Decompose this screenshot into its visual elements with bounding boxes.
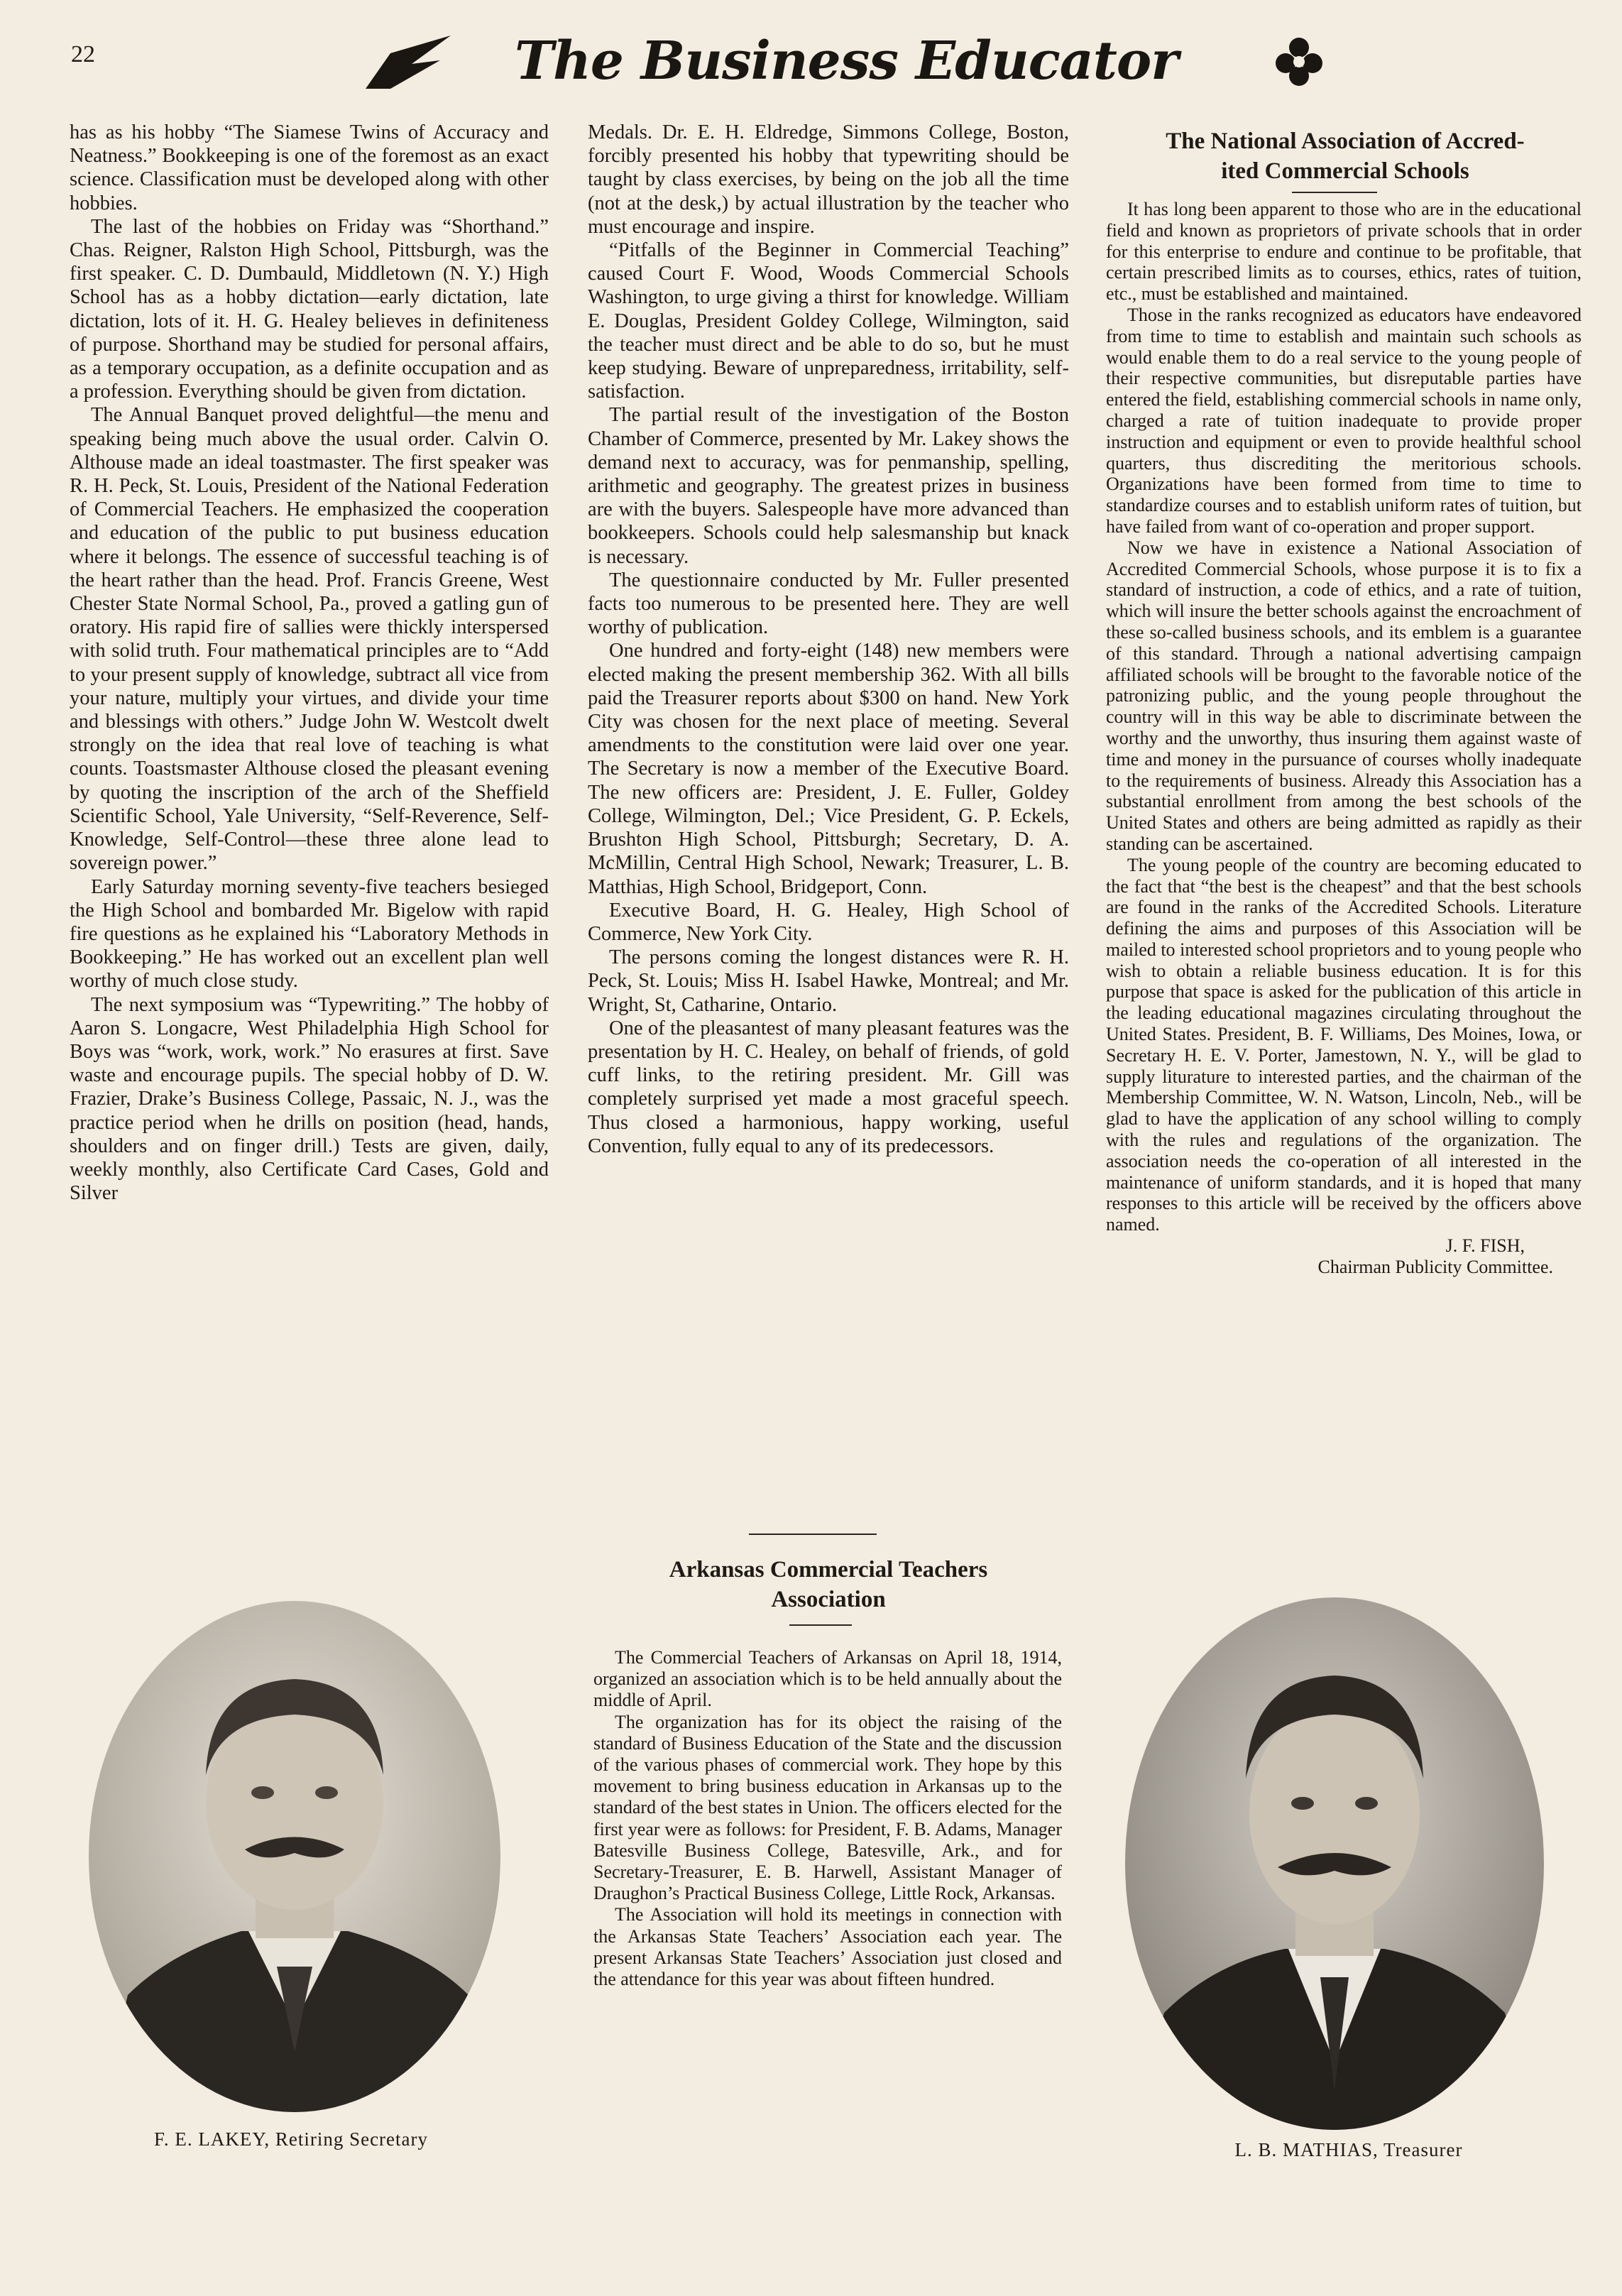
paragraph: The questionnaire conducted by Mr. Fuller presented facts too numerous to be presented here. They are well worthy of publication. — [588, 569, 1069, 639]
paragraph: The partial result of the investigation of the Boston Chamber of Commerce, presented by Mr. Lakey shows the demand next to accuracy, was for penmanship, spelling, arithmetic and geography. The greatest prizes in business are with the buyers. Salespeople have more advanced than bookkeepers. Schools could help salesmanship but knack is necessary. — [588, 404, 1069, 568]
heading-line: The National Association of Accred- — [1166, 129, 1525, 154]
paragraph: The Annual Banquet proved delightful—the menu and speaking being much above the usual order. Calvin O. Althouse made an ideal toastmaster. The first speaker was R. H. Peck, St. Louis, President of the National Federation of Commercial Teachers. He emphasized the cooperation and education of the public to put business education where it belongs. The essence of successful teaching is of the heart rather than the head. Prof. Francis Greene, West Chester State Normal School, Pa., proved a gatling gun of oratory. His rapid fire of sallies were thickly interspersed with solid truth. Four mathematical principles are to “Add to your present supply of knowledge, subtract all vice from your nature, multiply your virtues, and divide your time and blessings with others.” Judge John W. Westcolt dwelt strongly on the idea that real love of teaching is what counts. Toastsmaster Althouse closed the pleasant evening by quoting the inscription of the arch of the Sheffield Scientific School, Yale University, “Self-Reverence, Self-Knowledge, Self-Control—these three alone lead to sovereign power.” — [70, 404, 549, 875]
paragraph: One hundred and forty-eight (148) new members were elected making the present membership 362. With all bills paid the Treasurer reports about $300 on hand. New York City was chosen for the next place of meeting. Several amendments to the constitution were laid over one year. The Secretary is now a member of the Executive Board. The new officers are: President, J. E. Fuller, Goldey College, Wilmington, Del.; Vice President, G. P. Eckels, Brushton High School, Pittsburgh; Secretary, D. A. McMillin, Central High School, Newark; Treasurer, L. B. Matthias, High School, Bridgeport, Conn. — [588, 640, 1069, 898]
paragraph: Those in the ranks recognized as educators have endeavored from time to time to establish and maintain such schools as would enable them to do a real service to the young people of their respective communities, but disreputable parties have entered the field, establishing commercial schools in name only, charged a rate of tuition inadequate to provide proper instruction and equipment or even to provide healthful school quarters, thus discrediting the meritorious schools. Organizations have been formed from time to time to standardize courses and to establish uniform rates of tuition, but have failed from want of co-operation and proper support. — [1106, 304, 1582, 537]
national-association-article — [1106, 199, 1582, 1278]
quill-icon — [362, 32, 454, 96]
signature-title: Chairman Publicity Committee. — [1317, 1256, 1553, 1277]
divider — [789, 1624, 852, 1626]
paragraph: The Association will hold its meetings in connection with the Arkansas State Teachers’ Association each year. The present Arkansas State Teachers’ Association just closed and the attendance for this year was about fifteen hundred. — [593, 1904, 1062, 1990]
caption-lakey: F. E. LAKEY, Retiring Secretary — [153, 2128, 429, 2150]
paragraph: “Pitfalls of the Beginner in Commercial Teaching” caused Court F. Wood, Woods Commercial Schools Washington, to urge giving a thirst for knowledge. William E. Douglas, President Goldey College, Wilmington, said the teacher must direct and be able to do so, but he must keep studying. Beware of unpreparedness, irritability, self-satisfaction. — [588, 239, 1069, 403]
paragraph: has as his hobby “The Siamese Twins of Accuracy and Neatness.” Bookkeeping is one of the foremost as an exact science. Classification must be developed along with other hobbies. — [70, 121, 549, 214]
paragraph: It has long been apparent to those who are in the educational field and known as proprietors of private schools that in order for this enterprise to endure and continue to be profitable, that certain prescribed limits as to courses, ethics, rates of tuition, etc., must be established and maintained. — [1106, 199, 1582, 305]
heading-line: ited Commercial Schools — [1221, 158, 1469, 184]
caption-mathias: L. B. MATHIAS, Treasurer — [1234, 2139, 1463, 2160]
paragraph: The next symposium was “Typewriting.” The hobby of Aaron S. Longacre, West Philadelphia High School for Boys was “work, work, work.” No erasures at first. Save waste and encourage pupils. The special hobby of D. W. Frazier, Drake’s Business College, Passaic, N. J., was the practice period when he drills on position (head, hands, shoulders and on finger drill.) Tests are given, daily, weekly monthly, also Certificate Card Cases, Gold and Silver — [70, 993, 549, 1205]
paragraph: The last of the hobbies on Friday was “Shorthand.” Chas. Reigner, Ralston High School, Pittsburgh, was the first speaker. C. D. Dumbauld, Middletown (N. Y.) High School has as a hobby dictation—early dictation, late dictation, lots of it. H. G. Healey believes in definiteness of purpose. Shorthand may be studied for personal affairs, as a temporary occupation, as a definite occupation and as a profession. Everything should be given from dictation. — [70, 215, 549, 403]
paragraph: Executive Board, H. G. Healey, High School of Commerce, New York City. — [588, 899, 1069, 945]
heading-line: Association — [771, 1587, 886, 1612]
heading-line: Arkansas Commercial Teachers — [669, 1557, 988, 1582]
ornament-icon — [1274, 33, 1324, 90]
paragraph: Medals. Dr. E. H. Eldredge, Simmons College, Boston, forcibly presented his hobby that typewriting should be taught by class exercises, by being on the job all the time (not at the desk,) by actual illustration by the teacher who must encourage and inspire. — [588, 121, 1069, 238]
divider — [749, 1534, 877, 1535]
portrait-mathias — [1122, 1594, 1547, 2133]
article-column-1 — [70, 121, 549, 1205]
national-association-heading — [1097, 126, 1594, 186]
arkansas-heading — [588, 1555, 1069, 1614]
paragraph: The organization has for its object the raising of the standard of Business Education of the State and the discussion of the various phases of commercial work. They hope by this movement to bring business education in Arkansas up to the standard of the best states in Union. The officers elected for the first year were as follows: for President, F. B. Adams, Manager Batesville Business College, Batesville, Ark., and for Secretary-Treasurer, E. B. Harwell, Assistant Manager of Draughon’s Practical Business College, Little Rock, Arkansas. — [593, 1711, 1062, 1904]
paragraph: One of the pleasantest of many pleasant features was the presentation by H. C. Healey, on behalf of friends, of gold cuff links, to the retiring president. Mr. Gill was completely surprised yet made a most graceful speech. Thus closed a harmonious, happy working, useful Convention, fully equal to any of its predecessors. — [588, 1017, 1069, 1157]
arkansas-article — [593, 1647, 1062, 1990]
page-number: 22 — [71, 41, 95, 67]
paragraph: The young people of the country are becoming educated to the fact that “the best is the cheapest” and that the best schools are found in the ranks of the Accredited Schools. Literature defining the aims and purposes of this Association will be mailed to interested school proprietors and to young people who wish to obtain a reliable business education. It is for this purpose that space is asked for the publication of this article in the leading educational magazines circulating throughout the United States. President, B. F. Williams, Des Moines, Iowa, or Secretary H. E. V. Porter, Jamestown, N. Y., will be glad to supply liturature to interested parties, and the chairman of the Membership Committee, W. N. Watson, Lincoln, Neb., will be glad to have the application of any school willing to comply with the rules and regulations of the organization. The association needs the co-operation of all interested in the maintenance of uniform standards, and it is hoped that many responses to this article will be received by the officers above named. — [1106, 854, 1582, 1235]
article-column-2 — [588, 121, 1069, 1158]
paragraph: Now we have in existence a National Association of Accredited Commercial Schools, whose purpose it is to fix a standard of instruction, a code of ethics, and a rate of tuition, which will insure the better schools against the encroachment of these so-called business schools, and its emblem is a guarantee of this standard. Through a national advertising campaign affiliated schools will be brought to the favorable notice of the patronizing public, and the young people throughout the country will in this way be able to discriminate between the worthy and the unworthy, thus insuring them against waste of time and money in the pursuance of courses wholly inadequate to the requirements of business. Already this Association has a substantial enrollment from among the best schools of the United States and others are being admitted as rapidly as their standing can be ascertained. — [1106, 537, 1582, 854]
paragraph: The persons coming the longest distances were R. H. Peck, St. Louis; Miss H. Isabel Hawke, Montreal; and Mr. Wright, St, Catharine, Ontario. — [588, 946, 1069, 1016]
signature: J. F. FISH, — [1445, 1235, 1525, 1257]
masthead-title: The Business Educator — [515, 31, 1178, 92]
paragraph: Early Saturday morning seventy-five teachers besieged the High School and bombarded Mr. Bigelow with rapid fire questions as he explained his “Laboratory Methods in Bookkeeping.” He has worked out an excellent plan well worthy of much close study. — [70, 875, 549, 993]
paragraph: The Commercial Teachers of Arkansas on April 18, 1914, organized an association which is to be held annually about the middle of April. — [593, 1647, 1062, 1711]
masthead — [362, 18, 1320, 117]
divider — [1292, 192, 1377, 193]
portrait-lakey — [85, 1597, 504, 2116]
